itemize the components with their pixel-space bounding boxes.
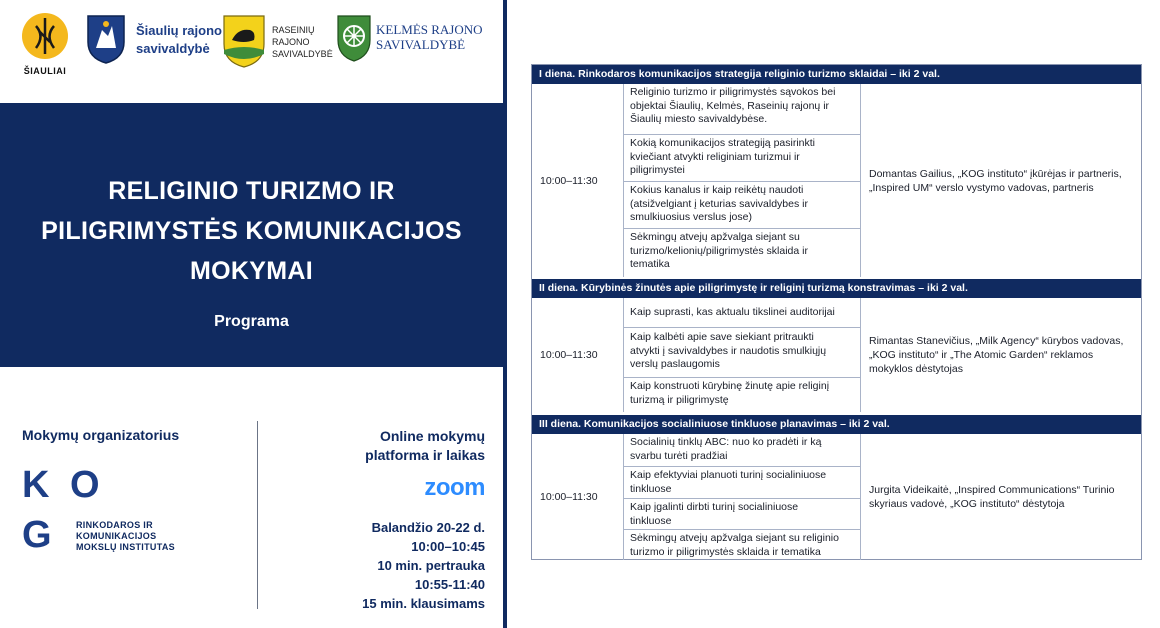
day-3-speaker (861, 434, 1141, 560)
siauliai-logo-label: ŠIAULIAI (23, 66, 67, 76)
kog-logo-letter-o: O (70, 464, 100, 506)
topic-line: turizmo ir piligrimystės sklaida ir tematika (630, 545, 821, 558)
topic-item (624, 84, 860, 135)
day-3-time: 10:00–11:30 (532, 434, 624, 560)
topic-line: tematika (630, 258, 670, 270)
platform-heading-line-1: Online mokymų (379, 428, 485, 444)
platform-heading (330, 427, 485, 465)
topic-line: Kokius kanalus ir kaip reikėtų naudoti (630, 184, 804, 196)
topic-line: tinkluose (630, 482, 672, 495)
kog-logo-letter-k: K (22, 464, 50, 506)
siauliai-logo (20, 12, 70, 80)
speaker-line: Jurgita Videikaitė, „Inspired Communications“ Turinio (869, 484, 1115, 496)
day-2-speaker (861, 298, 1141, 412)
topic-item (624, 298, 860, 328)
topic-line: tinkluose (630, 514, 672, 527)
title-banner (0, 103, 503, 367)
raseiniai-logo (222, 14, 334, 70)
topic-line: Kaip suprasti, kas aktualu tikslinei auditorijai (630, 306, 835, 318)
left-panel (0, 0, 503, 628)
zoom-logo: zoom (424, 474, 485, 501)
day-1-session (532, 84, 1141, 277)
topic-item (624, 328, 860, 378)
speaker-line: Rimantas Stanevičius, „Milk Agency“ kūrybos vadovas, (869, 335, 1124, 347)
kog-name-line-2: KOMUNIKACIJOS (76, 531, 157, 541)
rajonas-line-2: savivaldybė (136, 41, 210, 56)
day-2-session (532, 298, 1141, 412)
row-gap (532, 412, 1141, 415)
kog-logo-letter-g: G (22, 514, 52, 556)
kog-name-line-3: MOKSLŲ INSTITUTAS (76, 542, 175, 552)
raseiniai-line-3: SAVIVALDYBĖ (272, 49, 333, 59)
topic-line: Sėkmingų atvejų apžvalga siejant su religinio (630, 532, 839, 544)
kelme-line-2: SAVIVALDYBĖ (376, 37, 466, 52)
topic-line: turizmą ir piligrimystę (630, 393, 729, 406)
topic-line: Šiaulių miesto savivaldybėse. (630, 113, 768, 125)
speaker-line: skyriaus vadovė, „KOG instituto“ dėstytoja (869, 498, 1065, 510)
topic-line: Kokią komunikacijos strategiją pasirinkti (630, 137, 815, 149)
day-3-topics (624, 434, 861, 560)
topic-item (624, 434, 860, 467)
topic-line: piligrimystei (630, 164, 685, 176)
speaker-line: „KOG instituto“ ir „The Atomic Garden“ reklamos (869, 349, 1094, 361)
kelme-line-1: KELMĖS RAJONO (376, 22, 483, 37)
page-subtitle: Programa (214, 313, 289, 330)
kelme-shield-icon (336, 14, 372, 62)
day-3-session (532, 434, 1141, 560)
topic-item (624, 499, 860, 530)
day-2-time: 10:00–11:30 (532, 298, 624, 412)
day-1-time: 10:00–11:30 (532, 84, 624, 277)
title-line-2: PILIGRIMYSTĖS KOMUNIKACIJOS (41, 217, 462, 245)
day-1-topics (624, 84, 861, 277)
kog-institute-name (76, 520, 175, 553)
topic-line: Kaip kalbėti apie save siekiant pritraukti (630, 331, 814, 343)
day-1-speaker (861, 84, 1141, 277)
kelme-logo (336, 14, 492, 66)
rajonas-line-1: Šiaulių rajono (136, 23, 222, 38)
municipality-logos (0, 0, 503, 103)
kog-name-line-1: RINKODAROS IR (76, 520, 153, 530)
row-gap (532, 277, 1141, 279)
schedule-questions: 15 min. klausimams (362, 596, 485, 611)
topic-line: Socialinių tinklų ABC: nuo ko pradėti ir ką (630, 436, 822, 448)
schedule-break: 10 min. pertrauka (377, 558, 485, 573)
topic-line: Religinio turizmo ir piligrimystės sąvokos bei (630, 86, 836, 98)
topic-line: turizmo/kelionių/piligrimystės sklaida ir (630, 244, 808, 257)
program-table (531, 64, 1142, 560)
rajonas-shield-icon (86, 14, 126, 64)
day-2-topics (624, 298, 861, 412)
day-2-heading: II diena. Kūrybinės žinutės apie piligrimystę ir religinį turizmą konstravimas – iki 2 val. (532, 279, 1141, 298)
topic-item (624, 530, 860, 560)
speaker-line: mokyklos dėstytojas (869, 363, 963, 375)
topic-line: (atsižvelgiant į keturias savivaldybes ir (630, 197, 808, 210)
raseiniai-line-1: RASEINIŲ (272, 25, 315, 35)
schedule-session-2: 10:55-11:40 (414, 577, 485, 592)
organizer-heading: Mokymų organizatorius (22, 427, 180, 443)
topic-line: kviečiant atvykti religiniam turizmui ir (630, 150, 800, 163)
title-line-1: RELIGINIO TURIZMO IR (108, 177, 395, 205)
raseiniai-shield-icon (222, 14, 266, 68)
page-title (20, 171, 483, 291)
topic-line: Kaip įgalinti dirbti turinį socialiniuose (630, 501, 799, 513)
title-line-3: MOKYMAI (190, 257, 313, 285)
schedule-session-1: 10:00–10:45 (411, 539, 485, 554)
section-divider (257, 421, 258, 609)
topic-item (624, 378, 860, 412)
topic-item (624, 182, 860, 229)
topic-line: Kaip efektyviai planuoti turinį socialiniuose (630, 469, 827, 481)
topic-line: smulkiuosius verslus jose) (630, 211, 752, 223)
topic-line: objektai Šiaulių, Kelmės, Raseinių rajonų ir (630, 99, 830, 112)
siauliu-rajonas-logo (86, 14, 221, 66)
topic-line: svarbu turėti pradžiai (630, 449, 728, 462)
topic-item (624, 467, 860, 499)
topic-line: atvykti į savivaldybes ir naudotis smulkiųjų (630, 344, 827, 357)
vertical-separator-bar (503, 0, 507, 628)
day-3-heading: III diena. Komunikacijos socialiniuose tinkluose planavimas – iki 2 val. (532, 415, 1141, 434)
topic-line: verslų paslaugomis (630, 358, 720, 370)
topic-item (624, 135, 860, 182)
topic-line: Kaip konstruoti kūrybinę žinutę apie religinį (630, 380, 830, 392)
speaker-line: „Inspired UM“ verslo vystymo vadovas, partneris (869, 181, 1094, 194)
schedule-info (320, 518, 485, 613)
platform-heading-line-2: platforma ir laikas (365, 447, 485, 463)
topic-line: Sėkmingų atvejų apžvalga siejant su (630, 231, 800, 243)
topic-item (624, 229, 860, 277)
siauliai-emblem-icon (20, 12, 70, 62)
raseiniai-line-2: RAJONO (272, 37, 310, 47)
day-1-heading: I diena. Rinkodaros komunikacijos strategija religinio turizmo sklaidai – iki 2 val. (532, 65, 1141, 84)
speaker-line: Domantas Gailius, „KOG instituto“ įkūrėjas ir partneris, (869, 167, 1122, 180)
schedule-date: Balandžio 20-22 d. (371, 520, 485, 535)
